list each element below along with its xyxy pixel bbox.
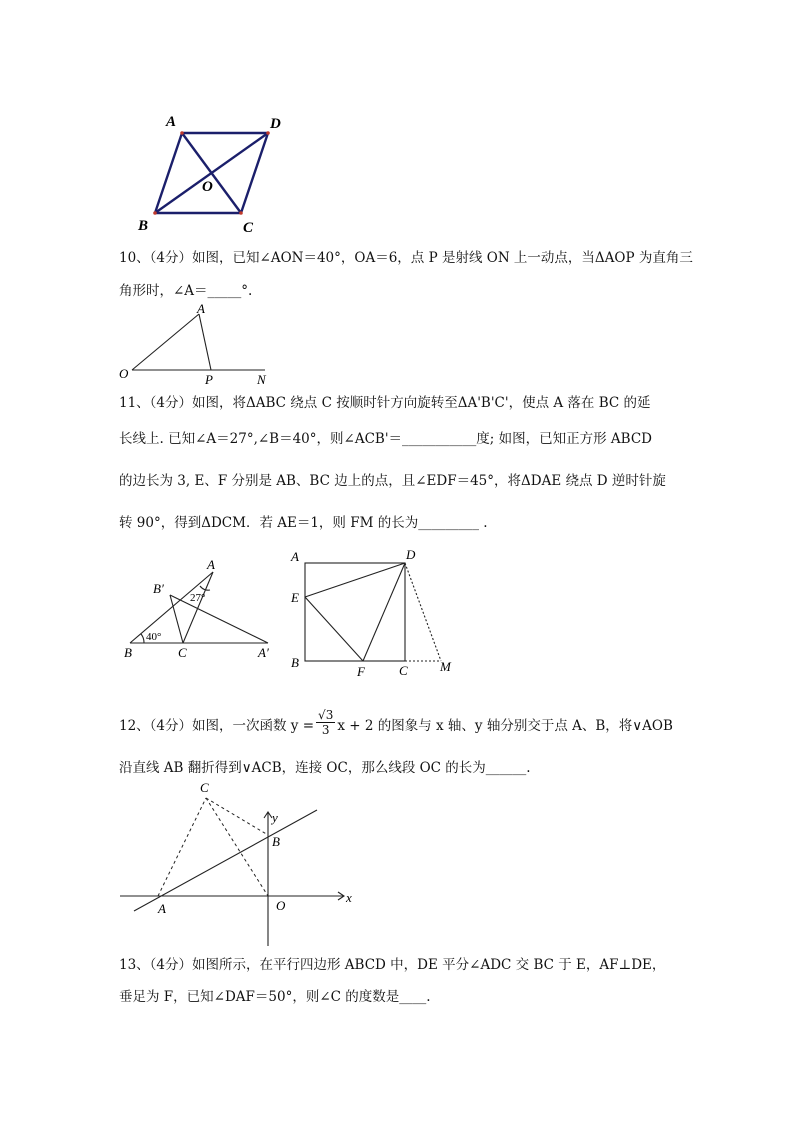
label-O: O [119, 366, 129, 381]
side-DC [241, 133, 268, 213]
label-M: M [440, 659, 451, 674]
label-D: D [406, 547, 416, 562]
label-27deg: 27° [190, 592, 206, 604]
question-11-line3: 的边长为 3, E、F 分别是 AB、BC 边上的点，且∠EDF＝45°，将ΔDAE 绕点 D 逆时针旋 [119, 473, 666, 489]
question-13-line2: 垂足为 F，已知∠DAF＝50°，则∠C 的度数是____. [119, 989, 431, 1005]
q12-fraction-numerator: √3 [318, 708, 334, 722]
question-12-line1 [119, 708, 673, 742]
label-C: C [399, 663, 408, 678]
label-B-prime: B′ [153, 581, 164, 596]
label-A: A [197, 301, 205, 316]
side-BA [155, 133, 182, 213]
q12-fraction [316, 708, 335, 737]
label-C: C [200, 780, 209, 795]
label-A: A [207, 557, 215, 572]
q12-fraction-denominator: 3 [321, 723, 330, 737]
label-P: P [205, 372, 213, 387]
label-N: N [257, 372, 266, 387]
question-11-line1: 11、（4分）如图，将ΔABC 绕点 C 按顺时针方向旋转至ΔA'B'C'，使点 A 落在 BC 的延 [119, 395, 651, 411]
question-10-line1: 10、（4分）如图，已知∠AON＝40°，OA＝6，点 P 是射线 ON 上一动点，当ΔAOP 为直角三 [119, 250, 693, 266]
label-A: A [166, 114, 177, 130]
label-C: C [178, 645, 187, 660]
label-B: B [291, 655, 299, 670]
label-x: x [346, 890, 352, 905]
q12-text-pre: 12、（4分）如图，一次函数 y = [119, 718, 315, 734]
label-A: A [291, 549, 299, 564]
q11-triangle-figure [118, 555, 278, 665]
question-13-line1: 13、（4分）如图所示，在平行四边形 ABCD 中，DE 平分∠ADC 交 BC 于 E，AF⊥DE， [119, 957, 666, 973]
parallelogram-figure [130, 108, 290, 238]
q12-coordinate-figure [112, 778, 362, 948]
question-11-line2: 长线上. 已知∠A＝27°,∠B＝40°，则∠ACB'＝___________度; 如图，已知正方形 ABCD [119, 431, 652, 447]
label-C: C [243, 220, 254, 236]
label-B: B [272, 834, 280, 849]
label-A: A [158, 901, 166, 916]
label-y: y [272, 810, 278, 825]
question-12-line2: 沿直线 AB 翻折得到∨ACB，连接 OC，那么线段 OC 的长为______. [119, 760, 531, 776]
label-40deg: 40° [146, 631, 162, 643]
label-F: F [357, 664, 365, 679]
label-O: O [202, 179, 213, 195]
label-A-prime: A′ [258, 645, 269, 660]
q10-figure [117, 300, 277, 388]
label-E: E [291, 590, 299, 605]
label-O: O [276, 898, 286, 913]
question-11-line4: 转 90°，得到ΔDCM．若 AE＝1，则 FM 的长为_________ . [119, 515, 488, 531]
question-10-line2: 角形时，∠A＝_____°. [119, 283, 253, 299]
q11-square-figure [285, 545, 460, 680]
q12-text-post: x + 2 的图象与 x 轴、y 轴分别交于点 A、B，将∨AOB [337, 718, 673, 734]
label-D: D [270, 116, 281, 132]
label-B: B [138, 218, 149, 234]
diagonal-BD [155, 133, 268, 213]
label-B: B [124, 645, 132, 660]
